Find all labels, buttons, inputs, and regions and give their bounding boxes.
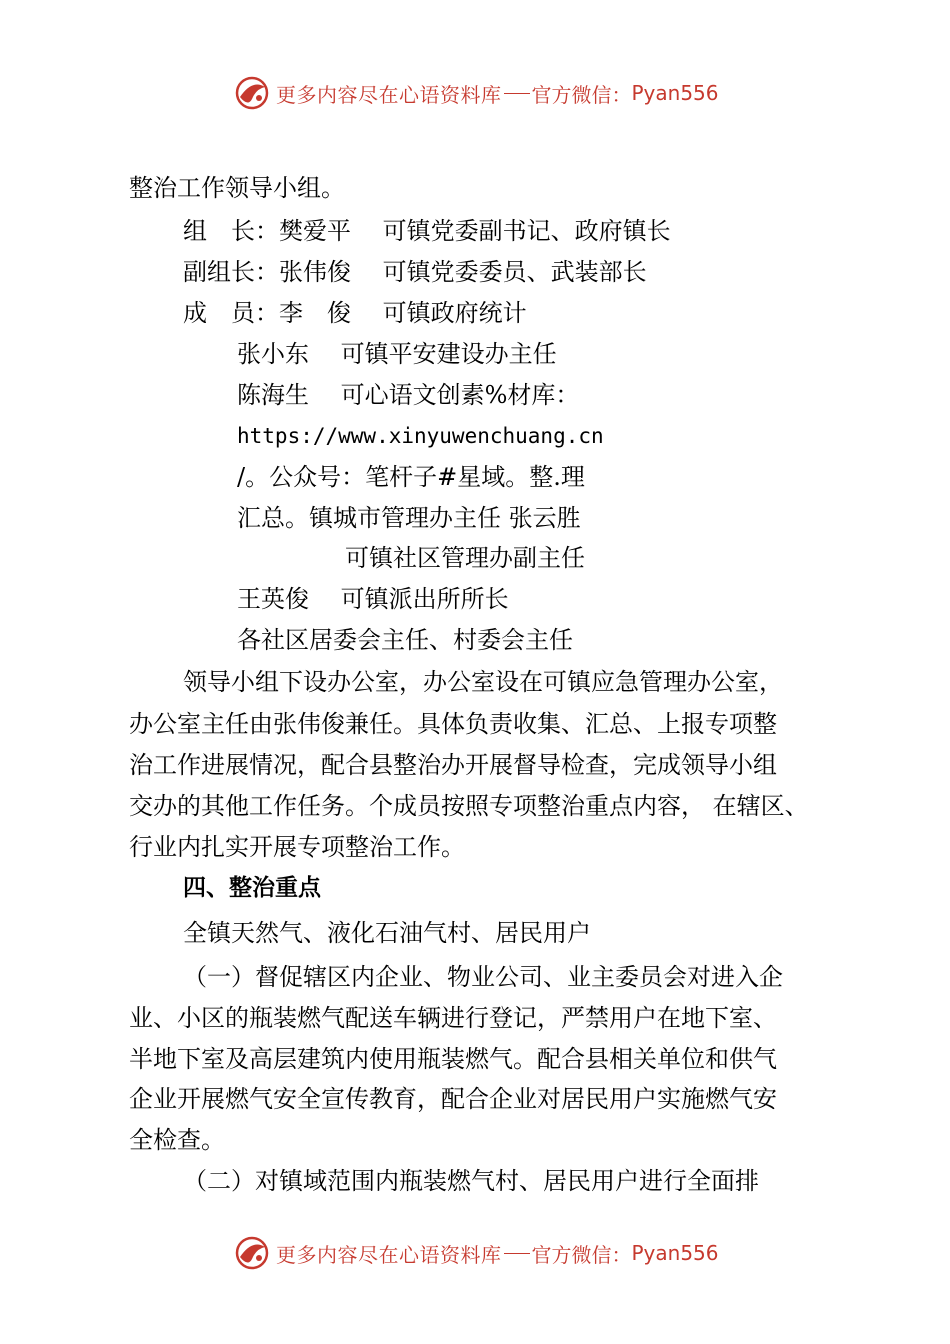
text-line: 企业开展燃气安全宣传教育，配合企业对居民用户实施燃气安	[129, 1085, 777, 1113]
text-line: 陈海生 可心语文创素%材库：	[237, 381, 580, 409]
watermark-brand-text: 更多内容尽在心语资料库	[276, 1242, 502, 1267]
text-line: 交办的其他工作任务。个成员按照专项整治重点内容， 在辖区、	[129, 792, 809, 820]
text-line: 副组长：张伟俊 可镇党委委员、武装部长	[183, 258, 647, 286]
watermark-banner-top	[232, 73, 752, 113]
text-line: 半地下室及高层建筑内使用瓶装燃气。配合县相关单位和供气	[129, 1045, 777, 1073]
text-line: 全检查。	[129, 1126, 225, 1154]
text-line: 可镇社区管理办副主任	[345, 544, 585, 572]
text-line: 整治工作领导小组。	[129, 174, 345, 202]
section-heading: 四、整治重点	[183, 875, 321, 901]
text-line: （一）督促辖区内企业、物业公司、业主委员会对进入企	[183, 963, 783, 991]
text-line: /。公众号：笔杆子#星域。整.理	[237, 463, 585, 491]
text-line: 汇总。镇城市管理办主任 张云胜	[237, 504, 581, 532]
watermark-contact-label: 官方微信：	[531, 1242, 632, 1267]
text-line: 组 长：樊爱平 可镇党委副书记、政府镇长	[183, 217, 671, 245]
watermark-contact-label: 官方微信：	[531, 82, 632, 107]
text-line: 全镇天然气、液化石油气村、居民用户	[183, 919, 591, 947]
text-line: 张小东 可镇平安建设办主任	[237, 340, 557, 368]
text-line: （二）对镇域范围内瓶装燃气村、居民用户进行全面排	[183, 1167, 759, 1195]
watermark-dash	[504, 1253, 530, 1254]
watermark-wechat-id: Pyan556	[631, 1241, 719, 1265]
watermark-brand-text: 更多内容尽在心语资料库	[276, 82, 502, 107]
watermark-dash	[504, 93, 530, 94]
text-line: 王英俊 可镇派出所所长	[237, 585, 509, 613]
text-line: 治工作进展情况，配合县整治办开展督导检查，完成领导小组	[129, 751, 777, 779]
text-line: 行业内扎实开展专项整治工作。	[129, 833, 465, 861]
watermark-wechat-id: Pyan556	[631, 81, 719, 105]
text-line: 成 员：李 俊 可镇政府统计	[183, 299, 527, 327]
brand-logo-icon	[232, 73, 272, 113]
text-line: 办公室主任由张伟俊兼任。具体负责收集、汇总、上报专项整	[129, 710, 777, 738]
text-line-url: https://www.xinyuwenchuang.cn	[237, 424, 604, 448]
brand-logo-icon	[232, 1233, 272, 1273]
text-line: 业、小区的瓶装燃气配送车辆进行登记，严禁用户在地下室、	[129, 1004, 777, 1032]
text-line: 领导小组下设办公室，办公室设在可镇应急管理办公室，	[183, 668, 783, 696]
watermark-banner-bottom	[232, 1233, 752, 1273]
text-line: 各社区居委会主任、村委会主任	[237, 626, 573, 654]
